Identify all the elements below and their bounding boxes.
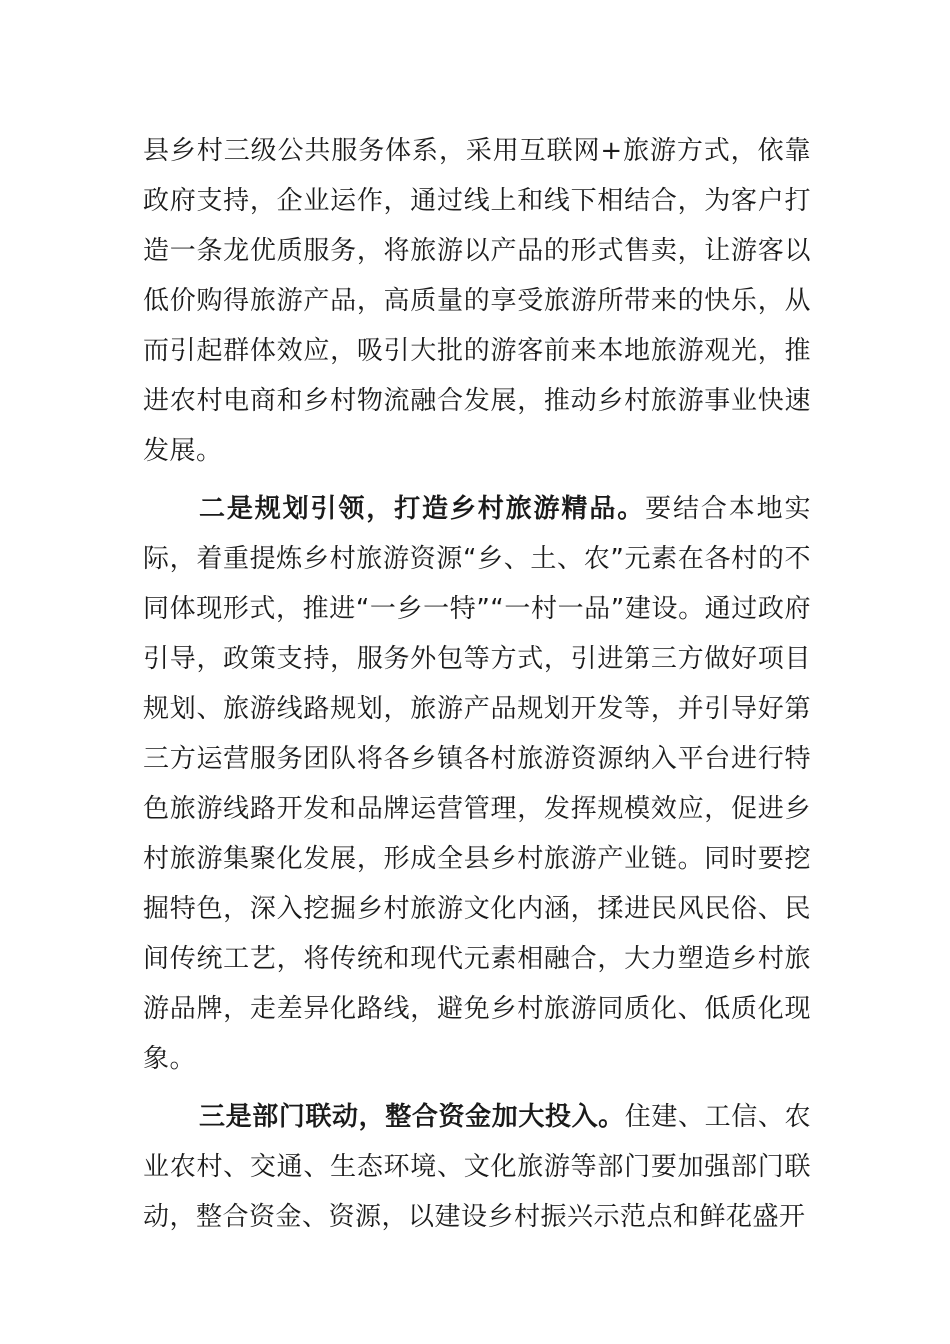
document-body xyxy=(143,126,811,1242)
paragraph-text: 住建、工信、农业农村、交通、生态环境、文化旅游等部门要加强部门联动，整合资金、资源，以建设乡村振兴示范点和鲜花盛开 xyxy=(143,1102,811,1232)
paragraph-departments xyxy=(143,1092,811,1242)
paragraph-text: 要结合本地实际，着重提炼乡村旅游资源“乡、土、农”元素在各村的不同体现形式，推进“一乡一特”“一村一品”建设。通过政府引导，政策支持，服务外包等方式，引进第三方做好项目规划、旅游线路规划，旅游产品规划开发等，并引导好第三方运营服务团队将各乡镇各村旅游资源纳入平台进行特色旅游线路开发和品牌运营管理，发挥规模效应，促进乡村旅游集聚化发展，形成全县乡村旅游产业链。同时要挖掘特色，深入挖掘乡村旅游文化内涵，揉进民风民俗、民间传统工艺，将传统和现代元素相融合，大力塑造乡村旅游品牌，走差异化路线，避免乡村旅游同质化、低质化现象。 xyxy=(143,494,811,1074)
paragraph-lead-heading: 三是部门联动，整合资金加大投入。 xyxy=(199,1102,625,1132)
paragraph-lead-heading: 二是规划引领，打造乡村旅游精品。 xyxy=(199,494,646,524)
paragraph-text: 县乡村三级公共服务体系，采用互联网+旅游方式，依靠政府支持，企业运作，通过线上和线下相结合，为客户打造一条龙优质服务，将旅游以产品的形式售卖，让游客以低价购得旅游产品，高质量的享受旅游所带来的快乐，从而引起群体效应，吸引大批的游客前来本地旅游观光，推进农村电商和乡村物流融合发展，推动乡村旅游事业快速发展。 xyxy=(143,136,811,466)
paragraph-planning xyxy=(143,484,811,1084)
paragraph-continuation xyxy=(143,126,811,476)
